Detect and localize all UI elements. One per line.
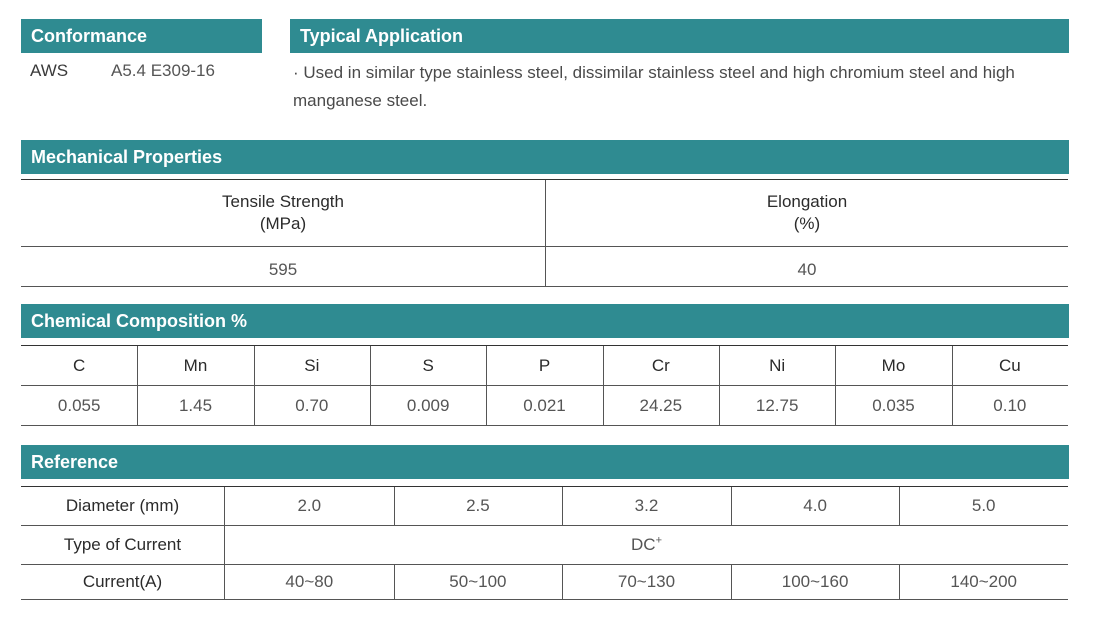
mechanical-header: Mechanical Properties [21,140,1069,174]
chem-divider [137,346,138,425]
chem-value-cu: 0.10 [993,395,1027,415]
tensile-strength-value: 595 [268,260,298,279]
chem-element-c: C [73,355,86,375]
tensile-strength-unit: (MPa) [259,214,307,233]
conformance-header: Conformance [21,19,262,53]
chem-element-mo: Mo [881,355,906,375]
reference-divider [394,565,395,599]
mechanical-bottom-rule [21,286,1068,287]
chem-value-ni: 12.75 [755,395,799,415]
elongation-value: 40 [797,260,817,279]
reference-header: Reference [21,445,1069,479]
chem-element-cr: Cr [651,355,670,375]
chem-value-cr: 24.25 [639,395,683,415]
chem-element-p: P [538,355,551,375]
diameter-value: 3.2 [634,496,659,515]
chem-divider [603,346,604,425]
chem-element-cu: Cu [998,355,1021,375]
chem-value-c: 0.055 [57,395,101,415]
current-value: 50~100 [449,572,507,591]
diameter-value: 5.0 [971,496,996,515]
chem-divider [254,346,255,425]
chem-divider [835,346,836,425]
tensile-strength-name: Tensile Strength [222,192,344,211]
elongation-heading [546,180,1068,246]
diameter-label: Diameter (mm) [65,496,180,515]
current-label: Current(A) [82,572,163,591]
chem-value-mn: 1.45 [178,395,213,415]
diameter-value: 2.5 [466,496,490,515]
chem-divider [952,346,953,425]
chem-divider [370,346,371,425]
chem-element-mn: Mn [183,355,208,375]
reference-divider [899,487,900,525]
current-value: 40~80 [285,572,334,591]
chem-element-ni: Ni [769,355,786,375]
current-type-text: DC [631,535,656,554]
reference-divider [731,487,732,525]
current-value: 140~200 [950,572,1018,591]
current-value: 70~130 [617,572,676,591]
diameter-value: 2.0 [297,496,322,515]
tensile-strength-heading [21,180,545,246]
chem-element-s: S [422,355,434,375]
chem-value-p: 0.021 [523,395,566,415]
current-type-label: Type of Current [63,535,182,554]
chem-value-s: 0.009 [406,395,450,415]
application-header: Typical Application [290,19,1069,53]
chem-value-si: 0.70 [295,395,329,415]
reference-divider [899,565,900,599]
elongation-name: Elongation [766,192,848,211]
chem-divider [486,346,487,425]
reference-divider [394,487,395,525]
reference-divider [562,565,563,599]
current-type-value [225,526,1068,564]
chem-divider [719,346,720,425]
reference-divider [731,565,732,599]
chem-value-mo: 0.035 [872,395,915,415]
current-type-sup: + [655,534,662,547]
conformance-standard-label: AWS [30,61,69,80]
elongation-unit: (%) [793,214,821,233]
application-text: · Used in similar type stainless steel, dissimilar stainless steel and high chromium steel and high manganese steel. [293,63,1015,110]
current-value: 100~160 [781,572,849,591]
diameter-value: 4.0 [803,496,827,515]
reference-divider [562,487,563,525]
chemical-bottom-rule [21,425,1068,426]
chem-element-si: Si [304,355,320,375]
chemical-header: Chemical Composition % [21,304,1069,338]
conformance-standard-value: A5.4 E309-16 [111,61,215,80]
reference-bottom-rule [21,599,1068,600]
